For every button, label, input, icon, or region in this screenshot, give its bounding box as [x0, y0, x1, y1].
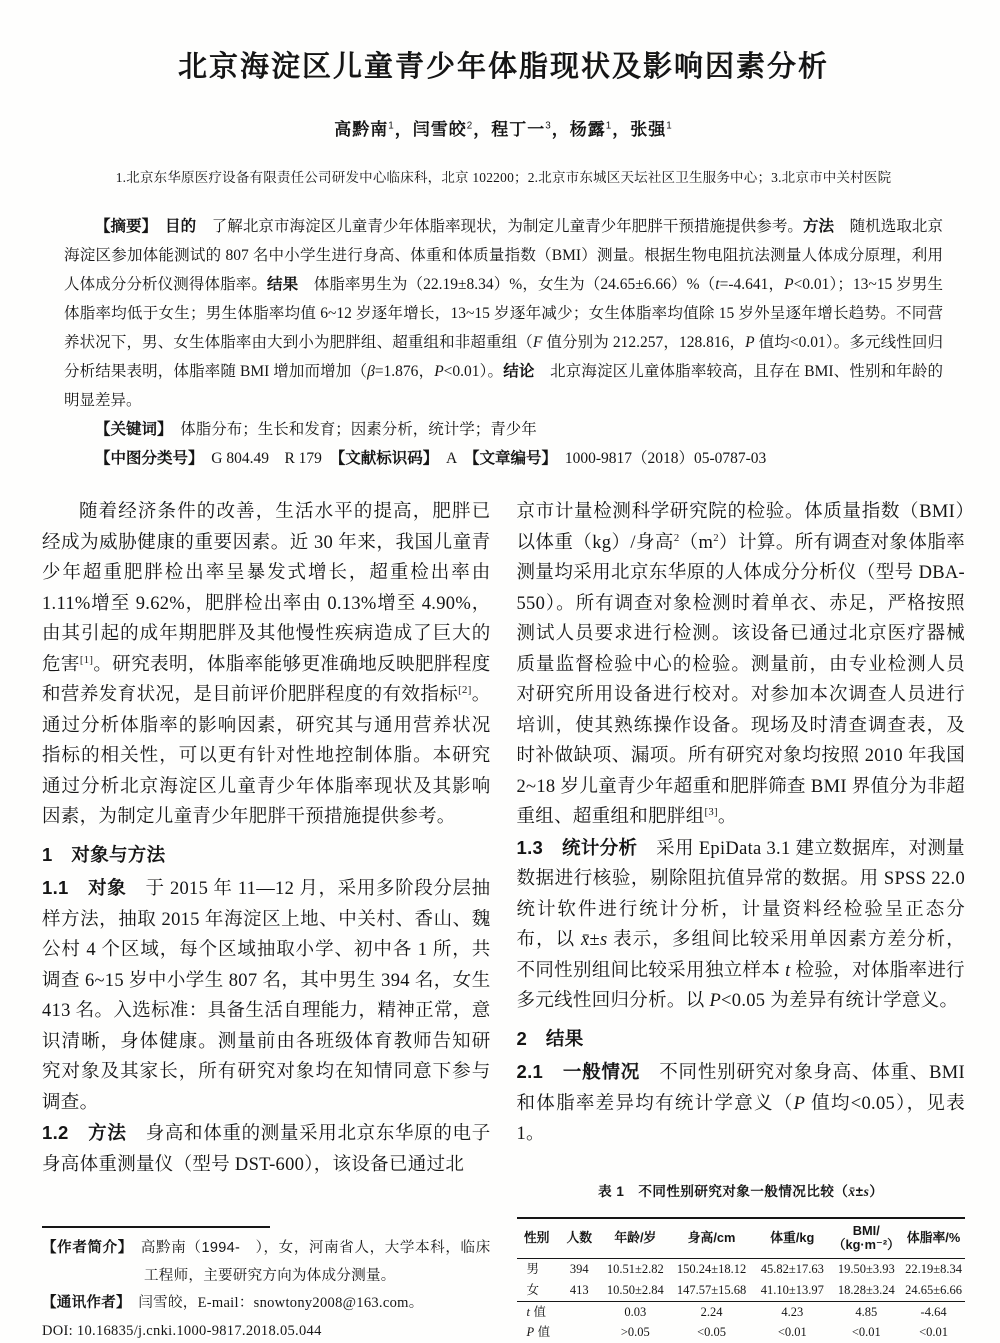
author-affiliation-sup: 1: [388, 120, 395, 132]
table1-header-cell: [517, 1218, 557, 1259]
text-segment: 值均<0.05），见表 1。: [516, 1093, 965, 1144]
text-segment: 闫雪皎，: [138, 1295, 198, 1311]
text-segment: x̄: [848, 1184, 856, 1200]
footnote-divider: [42, 1226, 270, 1228]
author-name: 高黔南$^1$: [334, 120, 395, 139]
table1-cell: 18.28±3.24: [837, 1282, 895, 1297]
text-segment: 【文章编号】: [471, 450, 550, 467]
text-segment: F: [532, 334, 543, 351]
table1-cell: <0.01: [777, 1325, 807, 1340]
text-segment: 1.2 方法: [42, 1122, 127, 1143]
table1-cell: 45.82±17.63: [760, 1262, 824, 1277]
text-segment: 随着经济条件的改善，生活水平的提高，肥胖已经成为威胁健康的重要因素。近 30 年来，我国儿童青少年超重肥胖检出率呈暴发式增长，超重检出率由 1.11%增至 9.62%，肥胖检出率由 0.13%增至 4.90%，由其引起的成年期肥胖及其他慢性疾病造成了巨大的危害: [42, 502, 491, 675]
text-segment: 2: [673, 531, 680, 544]
section-heading: [42, 840, 491, 871]
table1-cell: 394: [569, 1262, 589, 1277]
paragraph: [517, 497, 966, 833]
text-segment: P: [434, 363, 444, 380]
table1-header-line: 年龄/岁: [614, 1229, 657, 1245]
table1-wrap: [517, 1177, 966, 1343]
text-segment: 值: [534, 1325, 551, 1340]
table1-header-line: 人数: [566, 1229, 593, 1245]
text-segment: s: [599, 930, 608, 950]
table1-cell: <0.05: [697, 1325, 727, 1340]
table1-header-cell: [602, 1218, 669, 1259]
doi: DOI: 10.16835/j.cnki.1000-9817.2018.05.044: [42, 1322, 322, 1339]
text-segment: β: [367, 363, 375, 380]
table1-cell: 4.23: [781, 1304, 804, 1319]
text-segment: ±: [855, 1184, 864, 1200]
table1-row: [517, 1322, 966, 1343]
text-segment: 。通过分析体脂率的影响因素，研究其与通用营养状况指标的相关性，可以更有针对性地控制体脂。本研究通过分析北京海淀区儿童青少年体脂率现状及其影响因素，为制定儿童青少年肥胖干预措施提供参考。: [42, 685, 491, 827]
text-segment: 高黔南（1994- ），女，河南省人，大学本科，临床工程师，主要研究方向为体成分测量。: [140, 1240, 491, 1284]
keywords-line: [64, 415, 943, 444]
body-columns: [42, 497, 965, 1343]
text-segment: 体脂率男生为（22.19±8.34）%，女生为（24.65±6.66）%（: [298, 276, 716, 293]
text-segment: 。研究表明，体脂率能够更准确地反映肥胖程度和营养发育状况，是目前评价肥胖程度的有效指标: [42, 654, 491, 705]
text-segment: 不同性别研究对象身高、体重、BMI 和体脂率差异均有统计学意义（: [516, 1063, 965, 1114]
text-segment: 1.1 对象: [42, 877, 127, 898]
text-segment: [149, 218, 165, 235]
table1-cell: 4.85: [855, 1304, 878, 1319]
table1-header-cell: [669, 1218, 754, 1259]
table1: [517, 1217, 966, 1343]
table1-cell: 10.50±2.84: [606, 1282, 664, 1297]
table1-header-cell: [902, 1218, 965, 1259]
text-segment: 目的: [165, 218, 197, 235]
table1-cell: 0.03: [624, 1304, 647, 1319]
affiliation: 1.北京东华原医疗设备有限责任公司研发中心临床科，北京 102200；2.北京市东城区天坛社区卫生服务中心；3.北京市中关村医院: [115, 170, 892, 185]
author-affiliation-sup: 1: [605, 120, 613, 132]
text-segment: P: [784, 276, 794, 293]
author-name: 程丁一$^3$: [491, 120, 552, 139]
text-segment: 2.1 一般情况: [516, 1061, 640, 1082]
text-segment: 值分别为 212.257，128.816，: [542, 334, 746, 351]
author-name: 闫雪皎$^2$: [412, 120, 474, 139]
table1-header-row: [517, 1218, 966, 1259]
text-segment: 1000-9817（2018）05-0787-03: [549, 450, 767, 467]
text-segment: s: [863, 1184, 870, 1200]
text-segment: 男: [526, 1262, 540, 1277]
author-affiliation-sup: 3: [545, 120, 552, 132]
text-segment: 【通讯作者】: [42, 1295, 124, 1311]
text-segment: ）: [869, 1184, 884, 1200]
text-segment: t: [785, 960, 791, 981]
text-segment: 2: [713, 531, 719, 544]
table1-row-label: [517, 1301, 557, 1322]
text-segment: A: [430, 450, 472, 467]
table1-body: [517, 1259, 966, 1343]
paragraph: [42, 873, 491, 1118]
text-segment: 身高和体重的测量采用北京东华原的电子身高体重测量仪（型号 DST-600），该设备已通过北: [42, 1124, 491, 1175]
table1-cell: -4.64: [920, 1304, 947, 1319]
text-segment: 结果: [266, 276, 299, 293]
text-segment: 1.3 统计分析: [516, 836, 638, 858]
text-segment: x̄: [580, 930, 590, 950]
text-segment: t: [526, 1304, 530, 1319]
table1-row-label: [517, 1280, 557, 1301]
table1-cell: <0.01: [851, 1325, 881, 1340]
right-column-text: [517, 497, 966, 1150]
page-title: 北京海淀区儿童青少年体脂现状及影响因素分析: [177, 51, 829, 83]
text-segment: P: [745, 334, 755, 351]
author-name: 杨露$^1$: [569, 120, 613, 139]
text-segment: [126, 1240, 141, 1256]
corresponding-author: [42, 1290, 491, 1318]
text-segment: 结论: [503, 363, 535, 380]
paragraph: [42, 1118, 491, 1180]
table1-cell: 2.24: [700, 1304, 723, 1319]
text-segment: 体脂分布；生长和发育；因素分析，统计学；青少年: [180, 421, 537, 438]
table1-row: [517, 1280, 966, 1301]
table1-cell: 19.50±3.93: [837, 1262, 895, 1277]
text-segment: P: [526, 1325, 535, 1340]
table1-header-cell: [754, 1218, 830, 1259]
paragraph: [517, 833, 966, 1017]
text-segment: ）计算。所有调查对象体脂率测量均采用北京东华原的人体成分分析仪（型号 DBA-550）。所有调查对象检测时着单衣、赤足，严格按照测试人员要求进行检测。该设备已通过北京医疗器械质量监督检验中心的检验。测量前，由专业检测人员对研究所用设备进行校对。对参加本次调查人员进行培训，使其熟练操作设备。现场及时清查调查表，及时补做缺项、漏项。所有研究对象均按照 2010 年我国 2~18 岁儿童青少年超重和肥胖筛查 BMI 界值分为非超重组、超重组和肥胖组: [516, 532, 965, 827]
author-affiliation-sup: 2: [466, 120, 474, 132]
table1-header-cell: [830, 1218, 902, 1259]
table1-header-line: 体重/kg: [770, 1229, 815, 1245]
text-segment: P: [793, 1093, 806, 1114]
text-segment: G 804.49 R 179: [195, 450, 338, 467]
table1-cell: 10.51±2.82: [606, 1262, 664, 1277]
author-affiliation-sup: 1: [666, 120, 673, 132]
classification-line: [64, 444, 943, 473]
table1-cell: [557, 1301, 602, 1322]
text-segment: t: [715, 276, 720, 293]
left-column-text: [42, 497, 491, 1180]
table1-header-line: 体脂率/%: [906, 1229, 961, 1245]
table1-header-cell: [557, 1218, 602, 1259]
text-segment: 2 结果: [516, 1027, 584, 1049]
author-name: 张强$^1$: [630, 120, 673, 139]
text-segment: 值: [529, 1304, 546, 1319]
text-segment: 表示，多组间比较采用单因素方差分析，不同性别组间比较采用独立样本: [516, 930, 965, 981]
text-segment: 。: [717, 807, 737, 827]
text-segment: 于 2015 年 11—12 月，采用多阶段分层抽样方法，抽取 2015 年海淀区上地、中关村、香山、魏公村 4 个区域，每个区域抽取小学、初中各 1 所，共调查 6~15 岁中小学生 807 名，其中男生 394 名，女生 413 名。入选标准：具备生活自理能力，精神正常，意识清晰，身体健康。测量前由各班级体育教师告知研究对象及其家长，所有研究对象均在知情同意下参与调查。: [42, 879, 491, 1113]
author-bio: [42, 1235, 491, 1290]
table1-row: [517, 1259, 966, 1280]
table1-row: [517, 1301, 966, 1322]
text-segment: 检验，对体脂率进行多元线性回归分析。以: [516, 960, 965, 1011]
table1-cell: 22.19±8.34: [905, 1262, 963, 1277]
text-segment: 随机选取北京海淀区参加体能测试的 807 名中小学生进行身高、体重和体质量指数（BMI）测量。根据生物电阻抗法测量人体成分原理，利用人体成分分析仪测得体脂率。: [64, 218, 943, 293]
text-segment: =1.876，: [374, 363, 435, 380]
text-segment: [124, 1295, 139, 1311]
paragraph: [42, 497, 491, 833]
table1-header-line: （kg·m⁻²）: [832, 1237, 900, 1253]
table1-cell: >0.05: [620, 1325, 650, 1340]
table1-caption: [517, 1177, 966, 1208]
text-segment: 【中图分类号】: [95, 450, 196, 467]
text-segment: [165, 421, 181, 438]
text-segment: 女: [526, 1282, 540, 1297]
text-segment: 表 1 不同性别研究对象一般情况比较（: [598, 1184, 849, 1200]
text-segment: 1 对象与方法: [42, 843, 166, 865]
table1-cell: 41.10±13.97: [760, 1282, 824, 1297]
text-segment: 【关键词】: [95, 421, 165, 438]
text-segment: [2]: [458, 683, 472, 696]
text-segment: 采用 EpiData 3.1 建立数据库，对测量数据进行核验，剔除阻抗值异常的数据。用 SPSS 22.0 统计软件进行统计分析，计量资料经检验呈正态分布，以: [516, 838, 965, 950]
text-segment: <0.05 为差异有统计学意义。: [721, 991, 959, 1011]
section-heading: [517, 1024, 966, 1055]
table1-row-label: [517, 1322, 557, 1343]
table1-cell: 413: [569, 1282, 589, 1297]
text-segment: <0.01）。: [443, 363, 504, 380]
text-segment: （m: [679, 532, 714, 553]
text-segment: 京市计量检测科学研究院的检验。体质量指数（BMI）以体重（kg）/身高: [516, 502, 965, 553]
text-segment: ±: [589, 930, 600, 950]
text-segment: 了解北京市海淀区儿童青少年体脂率现状，为制定儿童青少年肥胖干预措施提供参考。: [196, 218, 803, 235]
table1-cell: 147.57±15.68: [676, 1282, 747, 1297]
text-segment: =-4.641，: [719, 276, 785, 293]
footnote-block: [42, 1226, 491, 1343]
table1-row-label: [517, 1259, 557, 1280]
text-segment: 。: [408, 1295, 424, 1311]
text-segment: P: [709, 991, 722, 1011]
text-segment: 北京海淀区儿童体脂率较高，且存在 BMI、性别和年龄的明显差异。: [64, 363, 943, 409]
text-segment: 【摘要】: [95, 218, 150, 235]
text-segment: [1]: [79, 653, 94, 666]
text-segment: 值均<0.01）。多元线性回归分析结果表明，体脂率随 BMI 增加而增加（: [64, 334, 943, 380]
text-segment: E-mail：snowtony2008@163.com: [197, 1295, 409, 1311]
table1-header-line: BMI/: [852, 1222, 880, 1238]
text-segment: 【文献标识码】: [337, 450, 431, 467]
table1-cell: <0.01: [919, 1325, 949, 1340]
text-segment: 方法: [802, 218, 835, 235]
authors-line: 高黔南$^1$，闫雪皎$^2$，程丁一$^3$，杨露$^1$，张强$^1$: [334, 120, 673, 139]
table1-header-line: 身高/cm: [687, 1229, 736, 1245]
left-column: [42, 497, 491, 1343]
table1-header-line: 性别: [523, 1229, 550, 1245]
table1-cell: 150.24±18.12: [676, 1262, 747, 1277]
text-segment: 【作者简介】: [42, 1240, 126, 1256]
table1-cell: 24.65±6.66: [905, 1282, 963, 1297]
table1-cell: [557, 1322, 602, 1343]
right-column: [517, 497, 966, 1343]
text-segment: [3]: [704, 805, 718, 818]
paragraph: [517, 1057, 966, 1150]
text-segment: <0.01）；13~15 岁男生体脂率均低于女生；男生体脂率均值 6~12 岁逐年增长，13~15 岁逐年减少；女生体脂率均值除 15 岁外呈逐年增长趋势。不同营养状况下，男、女生体脂率由大到小为肥胖组、超重组和非超重组（: [64, 276, 943, 351]
abstract: [64, 212, 943, 415]
